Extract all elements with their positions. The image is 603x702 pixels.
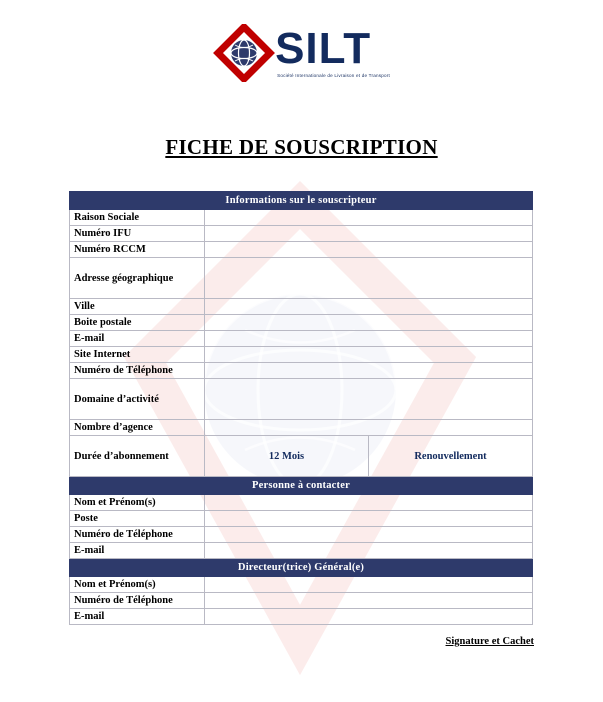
table-row <box>70 436 533 477</box>
table-row <box>70 577 533 593</box>
field-label-boite-postale: Boite postale <box>70 315 205 331</box>
table-row <box>70 543 533 559</box>
field-label-contact-telephone: Numéro de Téléphone <box>70 527 205 543</box>
field-label-nombre-agence: Nombre d’agence <box>70 420 205 436</box>
option-renouvellement[interactable]: Renouvellement <box>369 436 533 477</box>
table-row <box>70 420 533 436</box>
table-row <box>70 299 533 315</box>
subscription-form-table <box>69 191 533 625</box>
field-label-duree-abonnement: Durée d’abonnement <box>70 436 205 477</box>
table-row <box>70 315 533 331</box>
table-row <box>70 226 533 242</box>
table-row <box>70 347 533 363</box>
field-value-dg-nom-prenoms[interactable] <box>205 577 533 593</box>
field-value-raison-sociale[interactable] <box>205 210 533 226</box>
globe-diamond-icon <box>213 24 275 82</box>
field-value-dg-email[interactable] <box>205 609 533 625</box>
field-value-site-internet[interactable] <box>205 347 533 363</box>
field-label-numero-rccm: Numéro RCCM <box>70 242 205 258</box>
section-header-label: Directeur(trice) Général(e) <box>70 559 533 577</box>
table-row <box>70 363 533 379</box>
field-label-contact-email: E-mail <box>70 543 205 559</box>
section-header-label: Informations sur le souscripteur <box>70 192 533 210</box>
field-label-numero-ifu: Numéro IFU <box>70 226 205 242</box>
field-value-contact-nom-prenoms[interactable] <box>205 495 533 511</box>
field-label-site-internet: Site Internet <box>70 347 205 363</box>
section-header-label: Personne à contacter <box>70 477 533 495</box>
field-value-numero-ifu[interactable] <box>205 226 533 242</box>
section-header-directeur-general <box>70 559 533 577</box>
table-row <box>70 609 533 625</box>
field-label-dg-email: E-mail <box>70 609 205 625</box>
field-label-raison-sociale: Raison Sociale <box>70 210 205 226</box>
field-value-ville[interactable] <box>205 299 533 315</box>
field-label-adresse-geographique: Adresse géographique <box>70 258 205 299</box>
page-title: FICHE DE SOUSCRIPTION <box>165 135 438 159</box>
company-logo <box>0 24 603 82</box>
field-label-email: E-mail <box>70 331 205 347</box>
field-value-boite-postale[interactable] <box>205 315 533 331</box>
field-value-contact-email[interactable] <box>205 543 533 559</box>
field-value-dg-telephone[interactable] <box>205 593 533 609</box>
logo-wordmark: SILT <box>275 24 372 74</box>
field-value-adresse-geographique[interactable] <box>205 258 533 299</box>
section-header-personne-a-contacter <box>70 477 533 495</box>
field-value-contact-poste[interactable] <box>205 511 533 527</box>
table-row <box>70 210 533 226</box>
table-row <box>70 527 533 543</box>
field-label-contact-poste: Poste <box>70 511 205 527</box>
field-label-numero-telephone: Numéro de Téléphone <box>70 363 205 379</box>
table-row <box>70 379 533 420</box>
field-value-email[interactable] <box>205 331 533 347</box>
field-label-contact-nom-prenoms: Nom et Prénom(s) <box>70 495 205 511</box>
table-row <box>70 331 533 347</box>
table-row <box>70 495 533 511</box>
table-row <box>70 511 533 527</box>
field-value-contact-telephone[interactable] <box>205 527 533 543</box>
table-row <box>70 258 533 299</box>
field-value-numero-telephone[interactable] <box>205 363 533 379</box>
logo-tagline: Société Internationale de Livraison et de Transport <box>277 72 390 78</box>
field-value-numero-rccm[interactable] <box>205 242 533 258</box>
field-value-nombre-agence[interactable] <box>205 420 533 436</box>
table-row <box>70 593 533 609</box>
field-label-dg-nom-prenoms: Nom et Prénom(s) <box>70 577 205 593</box>
field-label-dg-telephone: Numéro de Téléphone <box>70 593 205 609</box>
signature-label: Signature et Cachet <box>445 636 534 647</box>
table-row <box>70 242 533 258</box>
section-header-souscripteur <box>70 192 533 210</box>
field-label-domaine-activite: Domaine d’activité <box>70 379 205 420</box>
field-value-domaine-activite[interactable] <box>205 379 533 420</box>
field-label-ville: Ville <box>70 299 205 315</box>
option-12-mois[interactable]: 12 Mois <box>205 436 369 477</box>
